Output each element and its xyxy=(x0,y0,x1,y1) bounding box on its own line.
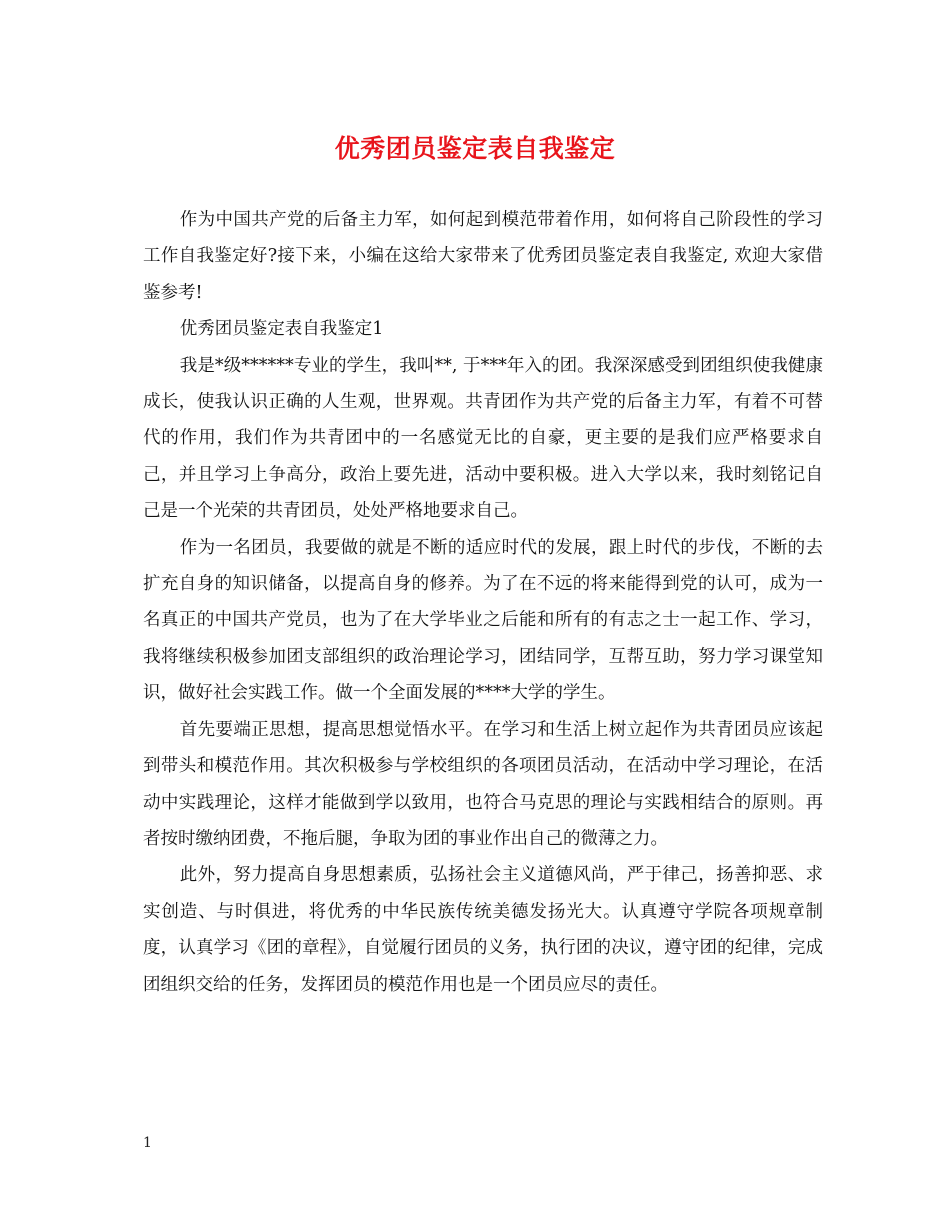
body-paragraph: 我是*级******专业的学生，我叫**, 于***年入的团。我深深感受到团组织使我健康成长，使我认识正确的人生观，世界观。共青团作为共产党的后备主力军，有着不可替代的作用，我们作为共青团中的一名感觉无比的自豪，更主要的是我们应严格要求自己，并且学习上争高分，政治上要先进，活动中要积极。进入大学以来，我时刻铭记自己是一个光荣的共青团员，处处严格地要求自己。 xyxy=(143,355,823,522)
intro-paragraph: 作为中国共产党的后备主力军，如何起到模范带着作用，如何将自己阶段性的学习工作自我鉴定好?接下来，小编在这给大家带来了优秀团员鉴定表自我鉴定, 欢迎大家借鉴参考! xyxy=(143,210,823,303)
section-heading: 优秀团员鉴定表自我鉴定1 xyxy=(179,319,384,340)
page-number: 1 xyxy=(143,1135,152,1151)
body-paragraph: 此外，努力提高自身思想素质，弘扬社会主义道德风尚，严于律己，扬善抑恶、求实创造、与时俱进，将优秀的中华民族传统美德发扬光大。认真遵守学院各项规章制度，认真学习《团的章程》，自觉履行团员的义务，执行团的决议，遵守团的纪律，完成团组织交给的任务，发挥团员的模范作用也是一个团员应尽的责任。 xyxy=(143,865,823,995)
document-body xyxy=(143,202,823,1003)
body-paragraph: 作为一名团员，我要做的就是不断的适应时代的发展，跟上时代的步伐，不断的去扩充自身的知识储备，以提高自身的修养。为了在不远的将来能得到党的认可，成为一名真正的中国共产党员，也为了在大学毕业之后能和所有的有志之士一起工作、学习，我将继续积极参加团支部组织的政治理论学习，团结同学，互帮互助，努力学习课堂知识，做好社会实践工作。做一个全面发展的****大学的学生。 xyxy=(143,537,823,704)
document-title: 优秀团员鉴定表自我鉴定 xyxy=(334,134,616,163)
body-paragraph: 首先要端正思想，提高思想觉悟水平。在学习和生活上树立起作为共青团员应该起到带头和模范作用。其次积极参与学校组织的各项团员活动，在活动中学习理论，在活动中实践理论，这样才能做到学以致用，也符合马克思的理论与实践相结合的原则。再者按时缴纳团费，不拖后腿，争取为团的事业作出自己的微薄之力。 xyxy=(143,719,823,849)
